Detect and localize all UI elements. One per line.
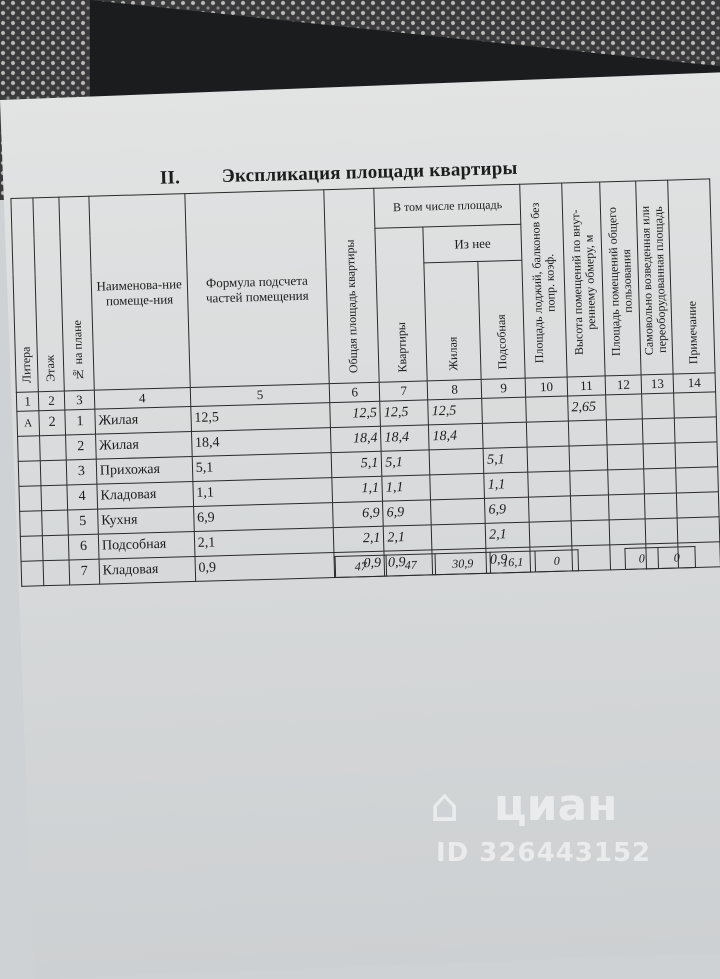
cell-lodzhii [528, 471, 571, 497]
cell-nomer: 1 [65, 409, 96, 435]
cell-samovolno [642, 418, 675, 444]
header-podsobnaya: Подсобная [478, 260, 525, 379]
cell-zhilaya: 18,4 [429, 423, 484, 449]
cell-formula: 6,9 [193, 503, 333, 532]
cell-kvartiry: 12,5 [380, 400, 429, 426]
column-number: 11 [567, 376, 605, 396]
cell-zhilaya [431, 498, 486, 524]
cell-etazh: 2 [39, 410, 66, 436]
cell-formula: 5,1 [192, 453, 332, 482]
cell-obshego [607, 444, 644, 470]
header-obshego: Площадь помещений общего пользования [600, 181, 641, 376]
cell-name: Кладовая [97, 481, 194, 509]
cell-kvartiry: 6,9 [383, 500, 432, 526]
cell-primechanie [675, 442, 718, 468]
cell-primechanie [676, 467, 719, 493]
total-primechanie: 0 [658, 546, 696, 568]
cell-lodzhii [529, 521, 572, 547]
cell-vysota [570, 470, 609, 496]
cell-obshaya: 0,9 [334, 551, 385, 577]
cell-lodzhii [527, 421, 570, 447]
total-samovolno: 0 [625, 548, 659, 570]
cell-obshaya: 6,9 [333, 501, 384, 527]
cell-lodzhii [529, 496, 572, 522]
cell-samovolno [643, 443, 676, 469]
cell-primechanie [674, 417, 717, 443]
header-samovolno: Самовольно возведенная или переоборудованная площадь [636, 180, 673, 375]
section-title: Экспликация площади квартиры [221, 157, 518, 188]
header-formula: Формула подсчета частей помещения [185, 190, 330, 388]
column-number: 12 [605, 375, 641, 395]
header-lodzhii: Площадь лоджий, балконов без попр. коэф. [520, 183, 567, 378]
cell-obshego [606, 394, 643, 420]
cell-nomer: 4 [67, 484, 98, 510]
cell-obshego [609, 519, 646, 545]
cell-nomer: 5 [68, 509, 99, 535]
cell-podsobnaya [483, 422, 528, 448]
cell-samovolno [644, 493, 677, 519]
total-zhilaya: 30,9 [435, 552, 491, 575]
cell-name: Жилая [95, 407, 192, 435]
column-number: 4 [94, 388, 190, 410]
header-v-tom-chisle: В том числе площадь [374, 184, 521, 228]
cell-etazh [40, 460, 67, 486]
cell-samovolno [644, 468, 677, 494]
cell-primechanie [676, 492, 719, 518]
totals-table-right [624, 546, 696, 570]
cell-obshego [608, 494, 645, 520]
column-number: 13 [641, 374, 673, 394]
cell-samovolno [645, 518, 678, 544]
header-nomer: № на плане [59, 196, 94, 391]
section-number: II. [159, 167, 181, 189]
cell-name: Жилая [95, 432, 192, 460]
column-number: 2 [38, 391, 64, 411]
cell-obshaya: 5,1 [332, 451, 383, 477]
header-obshaya: Общая площадь квартиры [324, 188, 379, 383]
column-number: 7 [380, 381, 428, 401]
watermark-brand: циан [494, 780, 618, 831]
cell-name: Кухня [97, 506, 194, 534]
cell-kvartiry: 0,9 [384, 550, 433, 576]
column-number: 14 [673, 373, 716, 393]
cell-zhilaya [430, 473, 485, 499]
cell-formula: 2,1 [194, 528, 334, 557]
cell-obshaya: 18,4 [331, 426, 382, 452]
column-number: 9 [481, 378, 525, 398]
cell-podsobnaya: 5,1 [483, 447, 528, 473]
totals-row-right [625, 546, 696, 569]
cell-litera [20, 536, 43, 562]
cell-samovolno [642, 393, 675, 419]
column-number: 8 [427, 379, 481, 399]
cell-litera [19, 486, 42, 512]
cell-formula: 18,4 [191, 428, 331, 457]
cell-vysota: 2,65 [568, 395, 607, 421]
cell-etazh [42, 510, 69, 536]
cell-nomer: 2 [65, 434, 96, 460]
cell-lodzhii [526, 396, 569, 422]
total-podsobnaya: 16,1 [490, 551, 536, 573]
cell-nomer: 3 [66, 459, 97, 485]
column-number: 5 [190, 384, 330, 407]
cell-podsobnaya: 0,9 [486, 547, 531, 573]
cell-etazh [40, 435, 67, 461]
cell-litera [20, 511, 43, 537]
cell-formula: 1,1 [193, 478, 333, 507]
header-iz-nee: Из нее [423, 224, 522, 263]
cell-litera [18, 461, 41, 487]
cell-zhilaya: 12,5 [428, 398, 483, 424]
cell-kvartiry: 5,1 [381, 450, 430, 476]
header-etazh: Этаж [33, 197, 64, 392]
cell-formula: 12,5 [191, 403, 331, 432]
cell-vysota [571, 495, 610, 521]
cell-name: Подсобная [98, 531, 195, 559]
cell-zhilaya [429, 448, 484, 474]
cell-etazh [43, 560, 70, 586]
cell-obshaya: 12,5 [330, 401, 381, 427]
cell-name: Прихожая [96, 456, 193, 484]
cell-zhilaya [431, 523, 486, 549]
cian-watermark [430, 780, 690, 890]
column-number: 10 [525, 377, 567, 397]
explication-table [10, 178, 720, 586]
cell-formula: 0,9 [195, 553, 335, 582]
cell-kvartiry: 2,1 [384, 525, 433, 551]
cell-lodzhii [527, 446, 570, 472]
column-number: 6 [330, 382, 380, 402]
header-kvartiry: Квартиры [375, 227, 427, 382]
cell-vysota [569, 445, 608, 471]
house-icon: ⌂ [430, 778, 460, 832]
header-litera: Литера [11, 198, 38, 393]
cell-vysota [568, 420, 607, 446]
cell-obshaya: 1,1 [332, 476, 383, 502]
cell-etazh [42, 535, 69, 561]
header-primechanie: Примечание [668, 179, 715, 374]
total-lodzhii: 0 [535, 550, 579, 572]
column-number: 1 [16, 392, 38, 412]
cell-obshego [608, 469, 645, 495]
watermark-id: ID 326443152 [436, 838, 652, 868]
cell-obshego [606, 419, 643, 445]
cell-podsobnaya: 6,9 [485, 497, 530, 523]
cell-etazh [41, 485, 68, 511]
cell-kvartiry: 18,4 [381, 425, 430, 451]
header-zhilaya: Жилая [424, 261, 481, 380]
cell-litera [21, 561, 44, 587]
cell-kvartiry: 1,1 [382, 475, 431, 501]
cell-litera: А [17, 411, 40, 437]
cell-litera [18, 436, 41, 462]
cell-nomer: 6 [68, 534, 99, 560]
total-obshaya: 47 [335, 555, 387, 577]
cell-podsobnaya [482, 397, 527, 423]
cell-primechanie [674, 392, 717, 418]
header-vysota: Высота помещений по внут-реннему обмеру, м [562, 182, 605, 377]
header-naimenovanie: Наименова-ние помеще-ния [89, 194, 190, 391]
cell-name: Кладовая [99, 556, 196, 584]
cell-vysota [571, 520, 610, 546]
cell-podsobnaya: 2,1 [485, 522, 530, 548]
cell-nomer: 7 [69, 559, 100, 585]
total-kvartiry: 47 [386, 554, 436, 576]
column-number: 3 [64, 390, 94, 410]
cell-podsobnaya: 1,1 [484, 472, 529, 498]
cell-obshaya: 2,1 [334, 526, 385, 552]
cell-primechanie [677, 517, 720, 543]
